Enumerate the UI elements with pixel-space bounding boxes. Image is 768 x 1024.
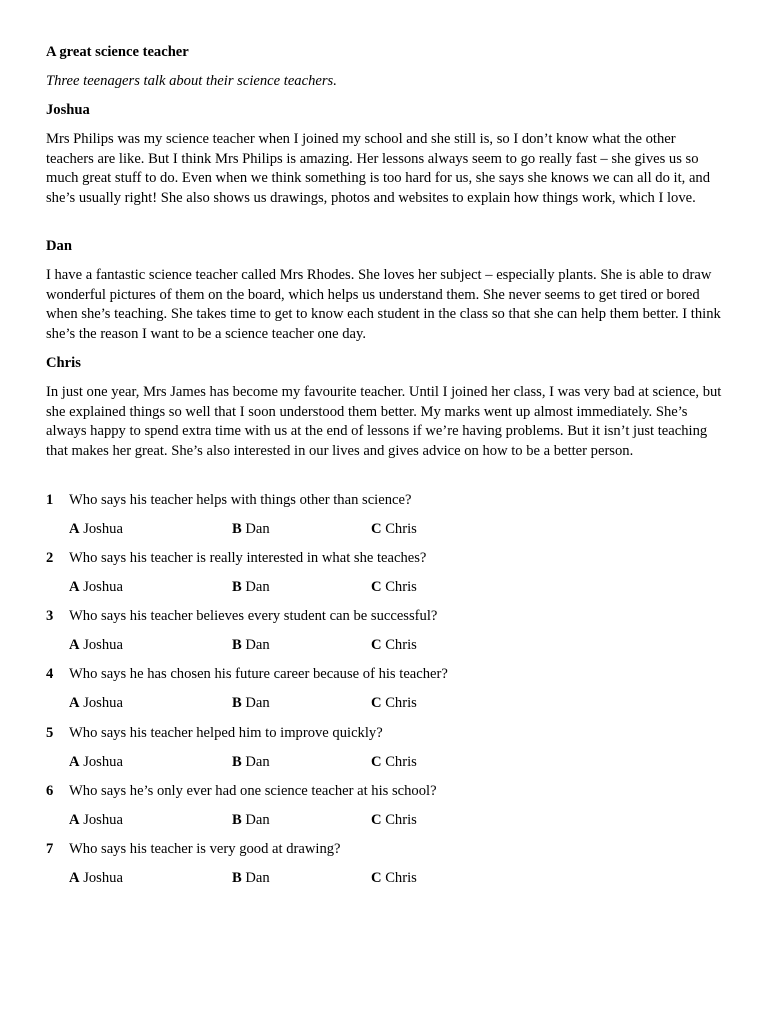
option-b[interactable] — [232, 578, 270, 598]
option-letter: C — [371, 695, 382, 711]
option-label: Chris — [385, 521, 417, 537]
option-letter: B — [232, 695, 242, 711]
question-number: 7 — [46, 841, 54, 857]
option-letter: C — [371, 812, 382, 828]
option-label: Dan — [245, 521, 270, 537]
option-letter: A — [69, 870, 80, 886]
question-text: Who says his teacher believes every student can be successful? — [69, 608, 438, 624]
section-text-dan: I have a fantastic science teacher called Mrs Rhodes. She loves her subject – especially plants. She is able to draw wonderful pictures of them on the board, which helps us understand them. She never seems to get tired or bored when she’s teaching. She takes time to get to know each student in the class so that she can help them better. I think she’s the reason I want to be a science teacher one day. — [46, 267, 721, 342]
option-letter: C — [371, 521, 382, 537]
option-label: Joshua — [83, 579, 123, 595]
question-text: Who says his teacher helped him to improve quickly? — [69, 725, 383, 741]
option-label: Chris — [385, 579, 417, 595]
option-c[interactable] — [371, 520, 417, 540]
option-letter: A — [69, 579, 80, 595]
question-text: Who says his teacher is very good at drawing? — [69, 841, 341, 857]
question-number: 3 — [46, 608, 54, 624]
question-number: 2 — [46, 550, 54, 566]
option-b[interactable] — [232, 636, 270, 656]
question-text: Who says he’s only ever had one science teacher at his school? — [69, 783, 437, 799]
option-letter: C — [371, 754, 382, 770]
section-name-chris: Chris — [46, 355, 81, 371]
option-label: Dan — [245, 754, 270, 770]
option-c[interactable] — [371, 811, 417, 831]
option-a[interactable] — [69, 520, 123, 540]
option-label: Chris — [385, 695, 417, 711]
option-label: Joshua — [83, 754, 123, 770]
option-label: Dan — [245, 812, 270, 828]
option-a[interactable] — [69, 753, 123, 773]
section-text-joshua: Mrs Philips was my science teacher when I joined my school and she still is, so I don’t know what the other teachers are like. But I think Mrs Philips is amazing. Her lessons always seem to go really fast – she gives us so much great stuff to do. Even when we think something is too hard for us, she says she knows we can all do it, and she’s usually right! She also shows us drawings, photos and websites to explain how things work, which I love. — [46, 131, 711, 206]
option-letter: B — [232, 754, 242, 770]
option-a[interactable] — [69, 636, 123, 656]
option-letter: A — [69, 695, 80, 711]
page-subtitle: Three teenagers talk about their science teachers. — [46, 73, 337, 89]
question-item — [46, 607, 726, 667]
option-letter: A — [69, 521, 80, 537]
option-b[interactable] — [232, 869, 270, 889]
question-item — [46, 782, 726, 842]
question-text: Who says his teacher is really interested in what she teaches? — [69, 550, 427, 566]
option-label: Joshua — [83, 812, 123, 828]
option-letter: A — [69, 754, 80, 770]
page-title: A great science teacher — [46, 44, 189, 60]
question-item — [46, 840, 726, 900]
option-label: Joshua — [83, 637, 123, 653]
option-letter: C — [371, 870, 382, 886]
question-item — [46, 549, 726, 609]
option-a[interactable] — [69, 694, 123, 714]
question-text: Who says he has chosen his future career because of his teacher? — [69, 666, 448, 682]
option-a[interactable] — [69, 578, 123, 598]
question-number: 1 — [46, 492, 54, 508]
option-letter: B — [232, 870, 242, 886]
option-label: Chris — [385, 870, 417, 886]
option-letter: C — [371, 637, 382, 653]
option-c[interactable] — [371, 869, 417, 889]
option-label: Joshua — [83, 870, 123, 886]
option-letter: C — [371, 579, 382, 595]
question-number: 4 — [46, 666, 54, 682]
option-b[interactable] — [232, 694, 270, 714]
option-label: Dan — [245, 695, 270, 711]
section-text-chris: In just one year, Mrs James has become my favourite teacher. Until I joined her class, I was very bad at science, but she explained things so well that I soon understood them better. My marks went up almost immediately. She’s always happy to spend extra time with us at the end of lessons if we’re having problems. But it isn’t just teaching that makes her great. She’s also interested in our lives and gives advice on how to be a better person. — [46, 384, 722, 459]
option-letter: B — [232, 812, 242, 828]
option-label: Chris — [385, 754, 417, 770]
option-label: Chris — [385, 637, 417, 653]
option-letter: A — [69, 812, 80, 828]
option-b[interactable] — [232, 520, 270, 540]
option-label: Joshua — [83, 695, 123, 711]
option-a[interactable] — [69, 869, 123, 889]
question-item — [46, 665, 726, 725]
option-letter: B — [232, 637, 242, 653]
question-number: 6 — [46, 783, 54, 799]
option-letter: B — [232, 579, 242, 595]
option-label: Joshua — [83, 521, 123, 537]
option-letter: A — [69, 637, 80, 653]
section-name-joshua: Joshua — [46, 102, 90, 118]
option-b[interactable] — [232, 753, 270, 773]
option-c[interactable] — [371, 578, 417, 598]
option-label: Dan — [245, 579, 270, 595]
section-name-dan: Dan — [46, 238, 72, 254]
option-label: Chris — [385, 812, 417, 828]
option-label: Dan — [245, 870, 270, 886]
question-text: Who says his teacher helps with things other than science? — [69, 492, 412, 508]
question-number: 5 — [46, 725, 54, 741]
option-c[interactable] — [371, 636, 417, 656]
option-letter: B — [232, 521, 242, 537]
question-item — [46, 491, 726, 551]
option-c[interactable] — [371, 753, 417, 773]
question-item — [46, 724, 726, 784]
option-label: Dan — [245, 637, 270, 653]
option-b[interactable] — [232, 811, 270, 831]
option-a[interactable] — [69, 811, 123, 831]
option-c[interactable] — [371, 694, 417, 714]
